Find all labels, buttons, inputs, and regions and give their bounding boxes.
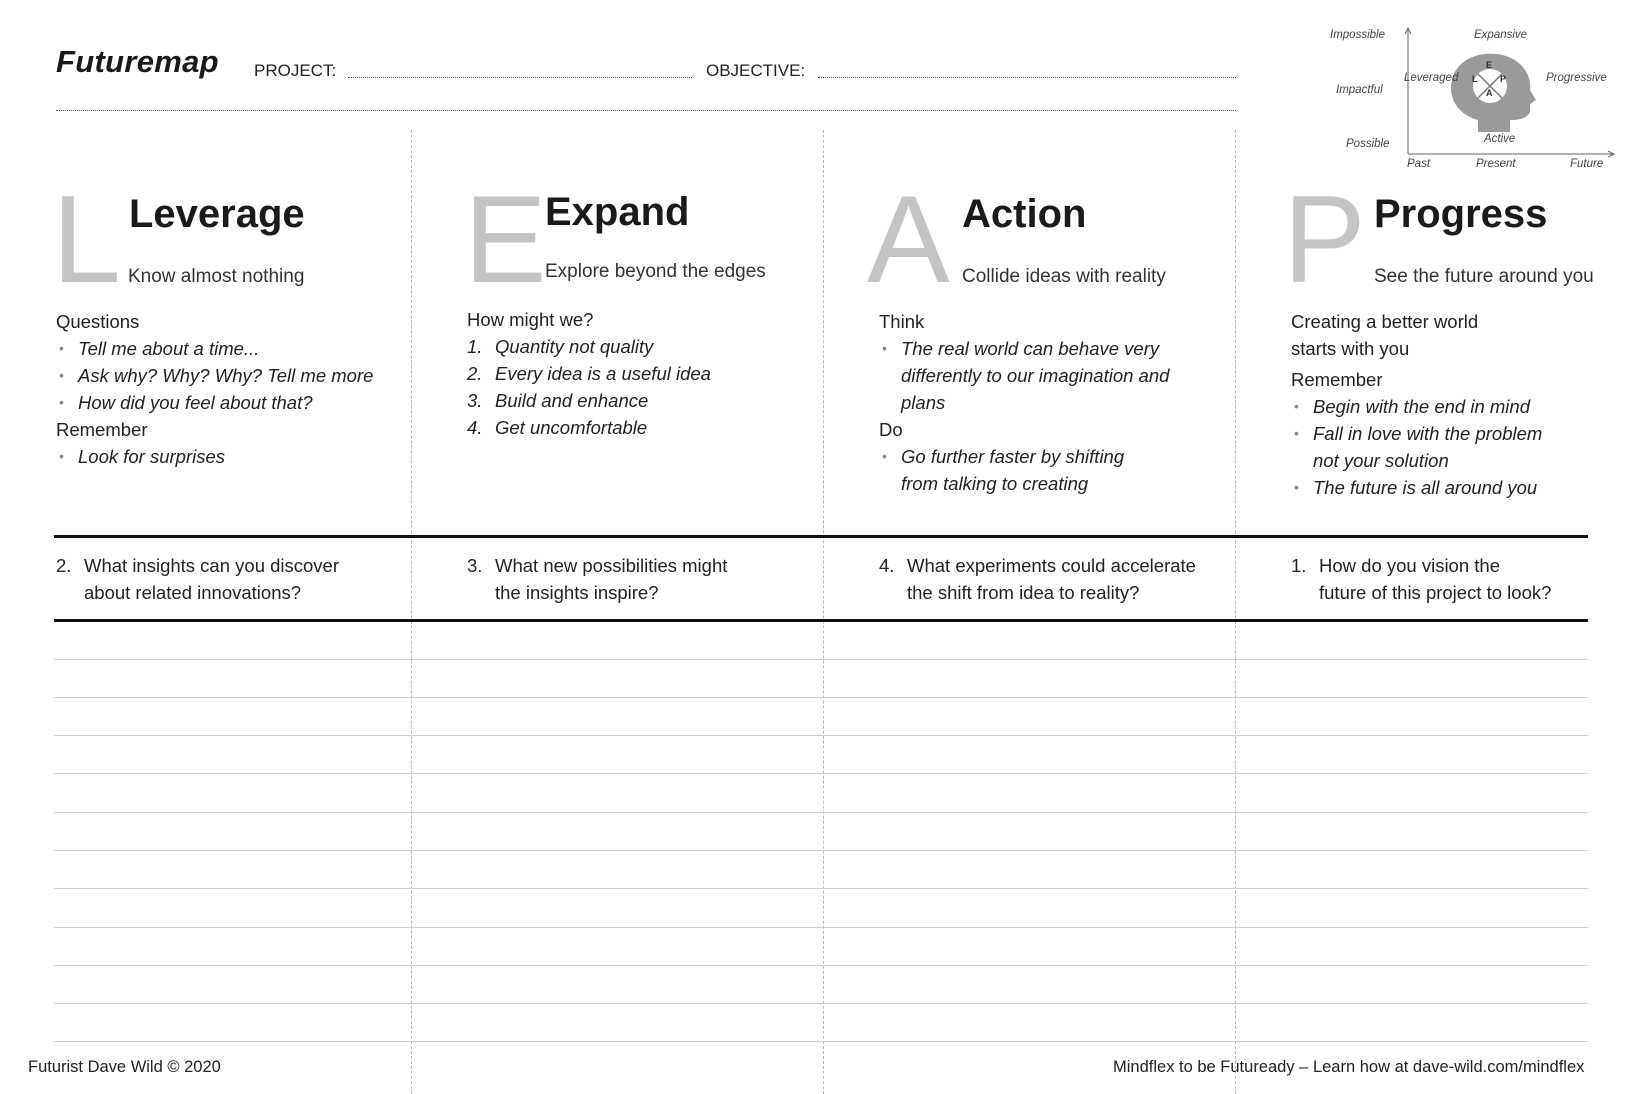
section-heading: Think [879,311,925,332]
writing-line [54,735,1588,736]
leap-diagram [1306,24,1616,174]
question-progress [1291,552,1611,606]
question-row-top-rule [54,535,1588,538]
y-label-possible: Possible [1346,138,1390,150]
column-divider [823,130,824,1094]
list-item: • Look for surprises [56,443,396,470]
section-heading: Remember [1291,369,1383,390]
big-letter-p: P [1283,171,1366,309]
list-item: 1. Quantity not quality [467,336,654,357]
project-field[interactable] [348,77,692,78]
column-subtitle: Explore beyond the edges [545,261,766,282]
column-title-progress: Progress [1374,192,1548,236]
writing-line [54,927,1588,928]
quadrant-expansive: Expansive [1474,29,1528,41]
list-item: • The future is all around you [1291,474,1591,501]
column-title-leverage: Leverage [129,192,305,236]
x-label-present: Present [1476,158,1516,170]
question-line: How do you vision the [1319,555,1500,576]
column-subtitle: See the future around you [1374,266,1594,287]
section-heading: How might we? [467,309,594,330]
column-divider [1235,130,1236,1094]
head-letter-p: P [1500,74,1507,84]
y-label-impossible: Impossible [1330,29,1385,41]
section-heading: Questions [56,311,140,332]
writing-line [54,659,1588,660]
bullet-list [56,443,396,470]
column-title-expand: Expand [545,190,690,234]
big-letter-e: E [464,171,547,309]
objective-label: OBJECTIVE: [706,61,806,80]
bullet-list [879,335,1179,416]
x-label-past: Past [1407,158,1431,170]
question-line: the insights inspire? [495,582,659,603]
column-notes-action [879,308,1179,497]
footer-copyright: Futurist Dave Wild © 2020 [28,1058,221,1076]
question-line: the shift from idea to reality? [907,582,1140,603]
question-number: 4. [879,555,895,576]
column-notes-expand [467,306,807,441]
question-number: 1. [1291,555,1307,576]
question-line: future of this project to look? [1319,582,1552,603]
writing-line [54,1003,1588,1004]
bullet-list [879,443,1179,497]
question-line: What insights can you discover [84,555,340,576]
head-letter-l: L [1472,74,1478,84]
list-item: • Tell me about a time... [56,335,396,362]
column-subtitle: Collide ideas with reality [962,266,1166,287]
section-heading: Remember [56,419,148,440]
list-item: • Fall in love with the problem not your solution [1291,420,1563,474]
question-row-bottom-rule [54,619,1588,622]
list-item: • Ask why? Why? Why? Tell me more [56,362,396,389]
column-notes-leverage [56,308,396,470]
header-rule [56,110,1236,111]
writing-line [54,697,1588,698]
big-letter-l: L [52,171,121,309]
objective-field[interactable] [818,77,1236,78]
writing-line [54,888,1588,889]
list-item: • How did you feel about that? [56,389,396,416]
writing-line [54,812,1588,813]
writing-line [54,965,1588,966]
head-letter-a: A [1486,88,1493,98]
question-number: 3. [467,555,483,576]
bullet-list [56,335,396,416]
list-item: 4. Get uncomfortable [467,417,648,438]
question-number: 2. [56,555,72,576]
leap-diagram-svg [1306,24,1616,174]
writing-line [54,1041,1588,1042]
numbered-list [467,333,807,441]
quadrant-progressive: Progressive [1546,72,1607,84]
column-subtitle: Know almost nothing [128,266,305,287]
column-title-action: Action [962,192,1087,236]
column-notes-progress [1291,308,1591,501]
section-heading: Creating a better world starts with you [1291,311,1479,359]
y-label-impactful: Impactful [1336,84,1383,96]
section-heading: Do [879,419,903,440]
bullet-list [1291,393,1591,501]
writing-line [54,850,1588,851]
list-item: • The real world can behave very differently to our imagination and plans [879,335,1171,416]
project-label: PROJECT: [254,61,337,80]
question-action [879,552,1224,606]
question-line: about related innovations? [84,582,302,603]
question-leverage [56,552,396,606]
writing-line [54,773,1588,774]
list-item: 2. Every idea is a useful idea [467,363,711,384]
head-letter-e: E [1486,60,1493,70]
question-line: What experiments could accelerate [907,555,1196,576]
list-item: • Begin with the end in mind [1291,393,1591,420]
question-line: What new possibilities might [495,555,728,576]
quadrant-leveraged: Leveraged [1404,72,1459,84]
big-letter-a: A [867,171,950,309]
footer-link-text[interactable]: Mindflex to be Futuready – Learn how at dave-wild.com/mindflex [1113,1058,1585,1076]
question-expand [467,552,807,606]
brand-title: Futuremap [56,44,219,79]
x-label-future: Future [1570,158,1604,170]
quadrant-active: Active [1484,133,1516,145]
list-item: 3. Build and enhance [467,390,649,411]
column-divider [411,130,412,1094]
list-item: • Go further faster by shifting from talking to creating [879,443,1153,497]
